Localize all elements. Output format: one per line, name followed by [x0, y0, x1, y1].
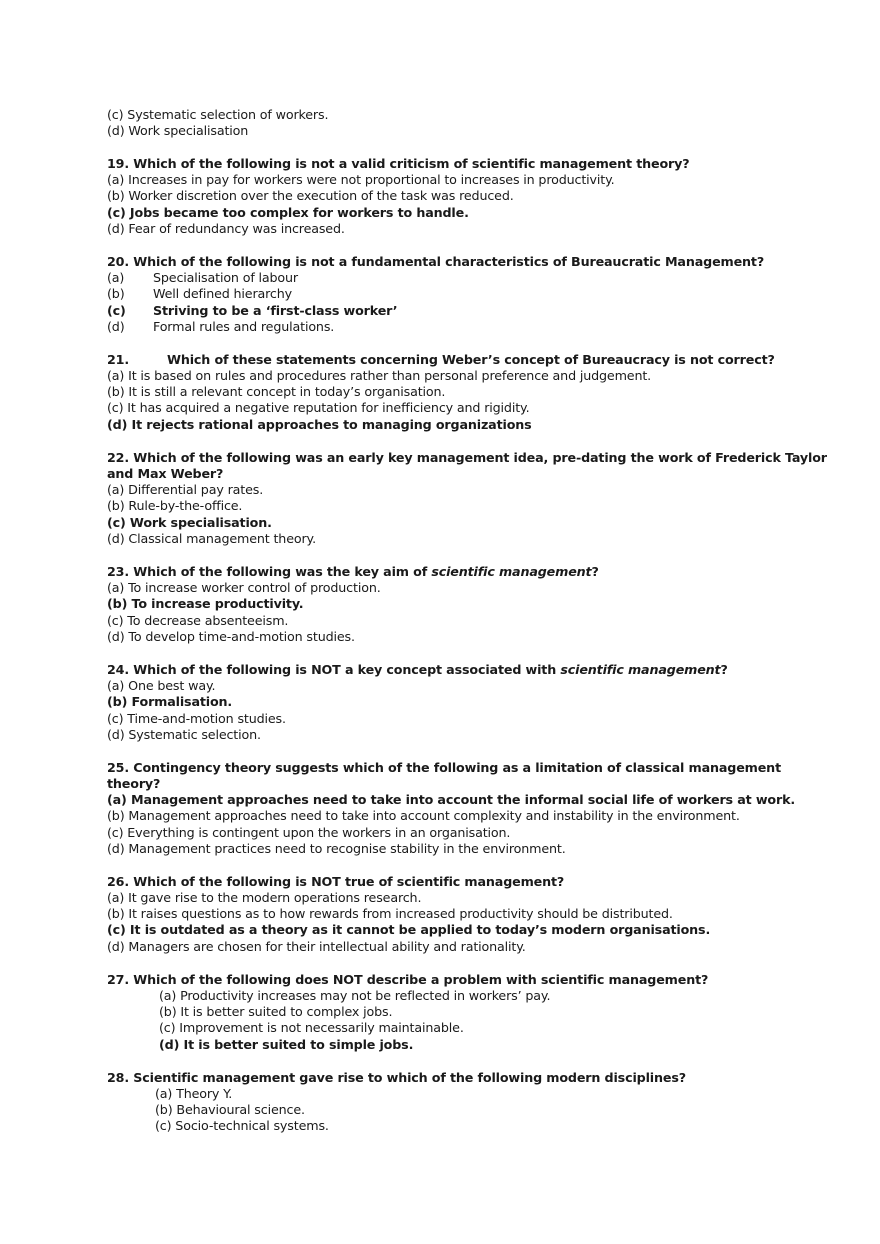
- q27-option-a: (a) Productivity increases may not be reflected in workers’ pay.: [159, 988, 551, 1003]
- option-label: (d): [107, 319, 125, 334]
- q20-option-c-answer: [107, 303, 397, 319]
- question-25-line-2: theory?: [107, 776, 161, 791]
- q23-option-c: (c) To decrease absenteeism.: [107, 613, 289, 628]
- q28-option-b: (b) Behavioural science.: [155, 1102, 305, 1117]
- question-21: [107, 352, 775, 368]
- question-number: 21.: [107, 352, 130, 367]
- option-text: Specialisation of labour: [153, 270, 298, 285]
- q20-option-b: [107, 286, 292, 302]
- question-text: 23. Which of the following was the key aim of: [107, 564, 432, 579]
- question-text: Which of these statements concerning Weber’s concept of Bureaucracy is not correct?: [167, 352, 775, 367]
- q21-option-c: (c) It has acquired a negative reputation for inefficiency and rigidity.: [107, 400, 530, 415]
- q25-option-a-answer: (a) Management approaches need to take into account the informal social life of workers at work.: [107, 792, 796, 807]
- question-19: 19. Which of the following is not a valid criticism of scientific management theory?: [107, 156, 690, 171]
- option-text: Well defined hierarchy: [153, 286, 292, 301]
- q28-option-a: (a) Theory Y.: [155, 1086, 233, 1101]
- q21-option-a: (a) It is based on rules and procedures rather than personal preference and judgement.: [107, 368, 652, 383]
- q22-option-b: (b) Rule-by-the-office.: [107, 498, 243, 513]
- q23-option-a: (a) To increase worker control of production.: [107, 580, 381, 595]
- q25-option-b: (b) Management approaches need to take into account complexity and instability in the environment.: [107, 808, 740, 823]
- question-24: [107, 662, 728, 678]
- q26-option-a: (a) It gave rise to the modern operations research.: [107, 890, 422, 905]
- q28-option-c: (c) Socio-technical systems.: [155, 1118, 329, 1133]
- option-text: Striving to be a ‘first-class worker’: [153, 303, 398, 318]
- q19-option-d: (d) Fear of redundancy was increased.: [107, 221, 345, 236]
- question-end: ?: [720, 662, 728, 677]
- option-label: (c): [107, 303, 126, 318]
- q27-option-d-answer: (d) It is better suited to simple jobs.: [159, 1037, 414, 1052]
- q22-option-c-answer: (c) Work specialisation.: [107, 515, 272, 530]
- question-emphasis: scientific management: [560, 662, 721, 677]
- question-22-line-2: and Max Weber?: [107, 466, 224, 481]
- q26-option-d: (d) Managers are chosen for their intellectual ability and rationality.: [107, 939, 526, 954]
- q23-option-d: (d) To develop time-and-motion studies.: [107, 629, 355, 644]
- q26-option-b: (b) It raises questions as to how rewards from increased productivity should be distributed.: [107, 906, 673, 921]
- q22-option-d: (d) Classical management theory.: [107, 531, 316, 546]
- q26-option-c-answer: (c) It is outdated as a theory as it cannot be applied to today’s modern organisations.: [107, 922, 711, 937]
- q27-option-c: (c) Improvement is not necessarily maintainable.: [159, 1020, 464, 1035]
- q25-option-d: (d) Management practices need to recognise stability in the environment.: [107, 841, 566, 856]
- option-text: Formal rules and regulations.: [153, 319, 335, 334]
- q20-option-a: [107, 270, 298, 286]
- q25-option-c: (c) Everything is contingent upon the workers in an organisation.: [107, 825, 511, 840]
- q24-option-d: (d) Systematic selection.: [107, 727, 261, 742]
- option-label: (b): [107, 286, 125, 301]
- question-text: 24. Which of the following is NOT a key concept associated with: [107, 662, 561, 677]
- question-25-line-1: 25. Contingency theory suggests which of the following as a limitation of classical management: [107, 760, 781, 775]
- question-23: [107, 564, 599, 580]
- q24-option-c: (c) Time-and-motion studies.: [107, 711, 286, 726]
- question-emphasis: scientific management: [431, 564, 592, 579]
- question-20: 20. Which of the following is not a fundamental characteristics of Bureaucratic Management?: [107, 254, 765, 269]
- option-label: (a): [107, 270, 125, 285]
- q24-option-b-answer: (b) Formalisation.: [107, 694, 233, 709]
- q19-option-c-answer: (c) Jobs became too complex for workers to handle.: [107, 205, 469, 220]
- q19-option-b: (b) Worker discretion over the execution of the task was reduced.: [107, 188, 514, 203]
- q23-option-b-answer: (b) To increase productivity.: [107, 596, 304, 611]
- q24-option-a: (a) One best way.: [107, 678, 216, 693]
- q19-option-a: (a) Increases in pay for workers were not proportional to increases in productivity.: [107, 172, 615, 187]
- pre-option-d: (d) Work specialisation: [107, 123, 249, 138]
- pre-option-c: (c) Systematic selection of workers.: [107, 107, 329, 122]
- q21-option-b: (b) It is still a relevant concept in today’s organisation.: [107, 384, 446, 399]
- q22-option-a: (a) Differential pay rates.: [107, 482, 264, 497]
- question-26: 26. Which of the following is NOT true of scientific management?: [107, 874, 565, 889]
- question-22-line-1: 22. Which of the following was an early key management idea, pre-dating the work of Frederick Taylor: [107, 450, 827, 465]
- question-28: 28. Scientific management gave rise to which of the following modern disciplines?: [107, 1070, 686, 1085]
- q21-option-d-answer: (d) It rejects rational approaches to managing organizations: [107, 417, 532, 432]
- q27-option-b: (b) It is better suited to complex jobs.: [159, 1004, 393, 1019]
- question-27: 27. Which of the following does NOT describe a problem with scientific management?: [107, 972, 709, 987]
- q20-option-d: [107, 319, 334, 335]
- question-end: ?: [591, 564, 599, 579]
